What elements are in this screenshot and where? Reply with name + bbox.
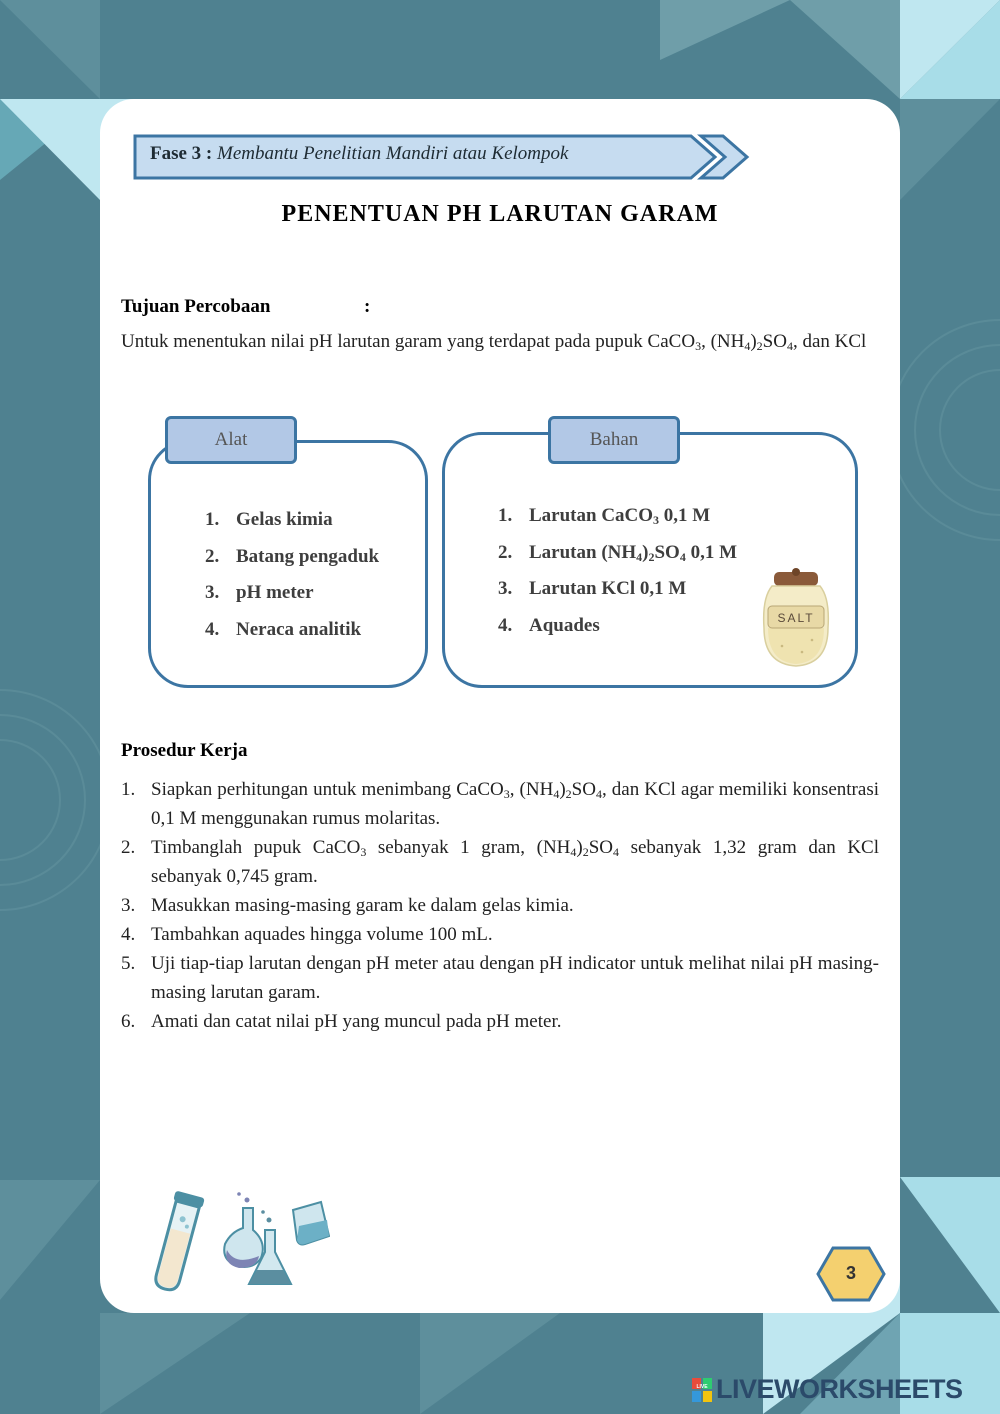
lab-glassware-icon (135, 1190, 330, 1295)
list-item: 1. Larutan CaCO$_3$ 0,1 M (498, 505, 711, 527)
list-item: 4. Neraca analitik (205, 618, 362, 640)
list-item: 3. pH meter (205, 582, 314, 603)
list-item: 4. Aquades (498, 614, 600, 636)
phase-label: Fase 3 : Membantu Penelitian Mandiri atau Kelompok (150, 143, 569, 164)
list-item: 4. Tambahkan aquades hingga volume 100 mL. (121, 924, 493, 945)
bahan-list (498, 498, 737, 644)
prosedur-list (121, 775, 879, 1036)
salt-jar-label: SALT (777, 611, 815, 625)
liveworksheets-logo-icon (692, 1378, 712, 1402)
list-item: 2. Timbanglah pupuk CaCO$_3$ sebanyak 1 gram, $(NH_4)_2SO_4$ sebanyak 1,32 gram dan KCl sebanyak 0,745 gram. (121, 837, 880, 887)
list-item: 3. Masukkan masing-masing garam ke dalam gelas kimia. (121, 895, 574, 916)
list-item: 3. Larutan KCl 0,1 M (498, 578, 687, 599)
liveworksheets-watermark[interactable]: LIVEWORKSHEETS (716, 1374, 963, 1404)
list-item: 1. Siapkan perhitungan untuk menimbang CaCO$_3$, $(NH_4)_2SO_4$, dan KCl agar memiliki konsentrasi 0,1 M menggunakan rumus molaritas. (121, 779, 879, 829)
list-item: 2. Batang pengaduk (205, 545, 380, 567)
page-number: 3 (845, 1263, 856, 1283)
list-item: 1. Gelas kimia (205, 509, 333, 530)
tujuan-colon: : (364, 296, 371, 317)
list-item: 6. Amati dan catat nilai pH yang muncul pada pH meter. (121, 1011, 562, 1032)
content-card (100, 99, 900, 1313)
alat-tab: Alat (165, 416, 297, 464)
list-item: 2. Larutan $(NH_4)_2SO_4$ 0,1 M (498, 541, 738, 564)
svg-text:LIVE: LIVE (696, 1384, 708, 1390)
bahan-tab: Bahan (548, 416, 680, 464)
prosedur-heading: Prosedur Kerja (121, 740, 248, 761)
tujuan-text: Untuk menentukan nilai pH larutan garam yang terdapat pada pupuk CaCO$_3$, $(NH_4)_2SO_4$, dan KCl (121, 331, 867, 353)
alat-list (205, 502, 379, 648)
page-title: PENENTUAN PH LARUTAN GARAM (281, 201, 719, 227)
salt-jar-icon (758, 568, 834, 670)
list-item: 5. Uji tiap-tiap larutan dengan pH meter atau dengan pH indicator untuk melihat nilai pH masing-masing larutan garam. (121, 953, 879, 1003)
tujuan-heading: Tujuan Percobaan (121, 296, 271, 317)
